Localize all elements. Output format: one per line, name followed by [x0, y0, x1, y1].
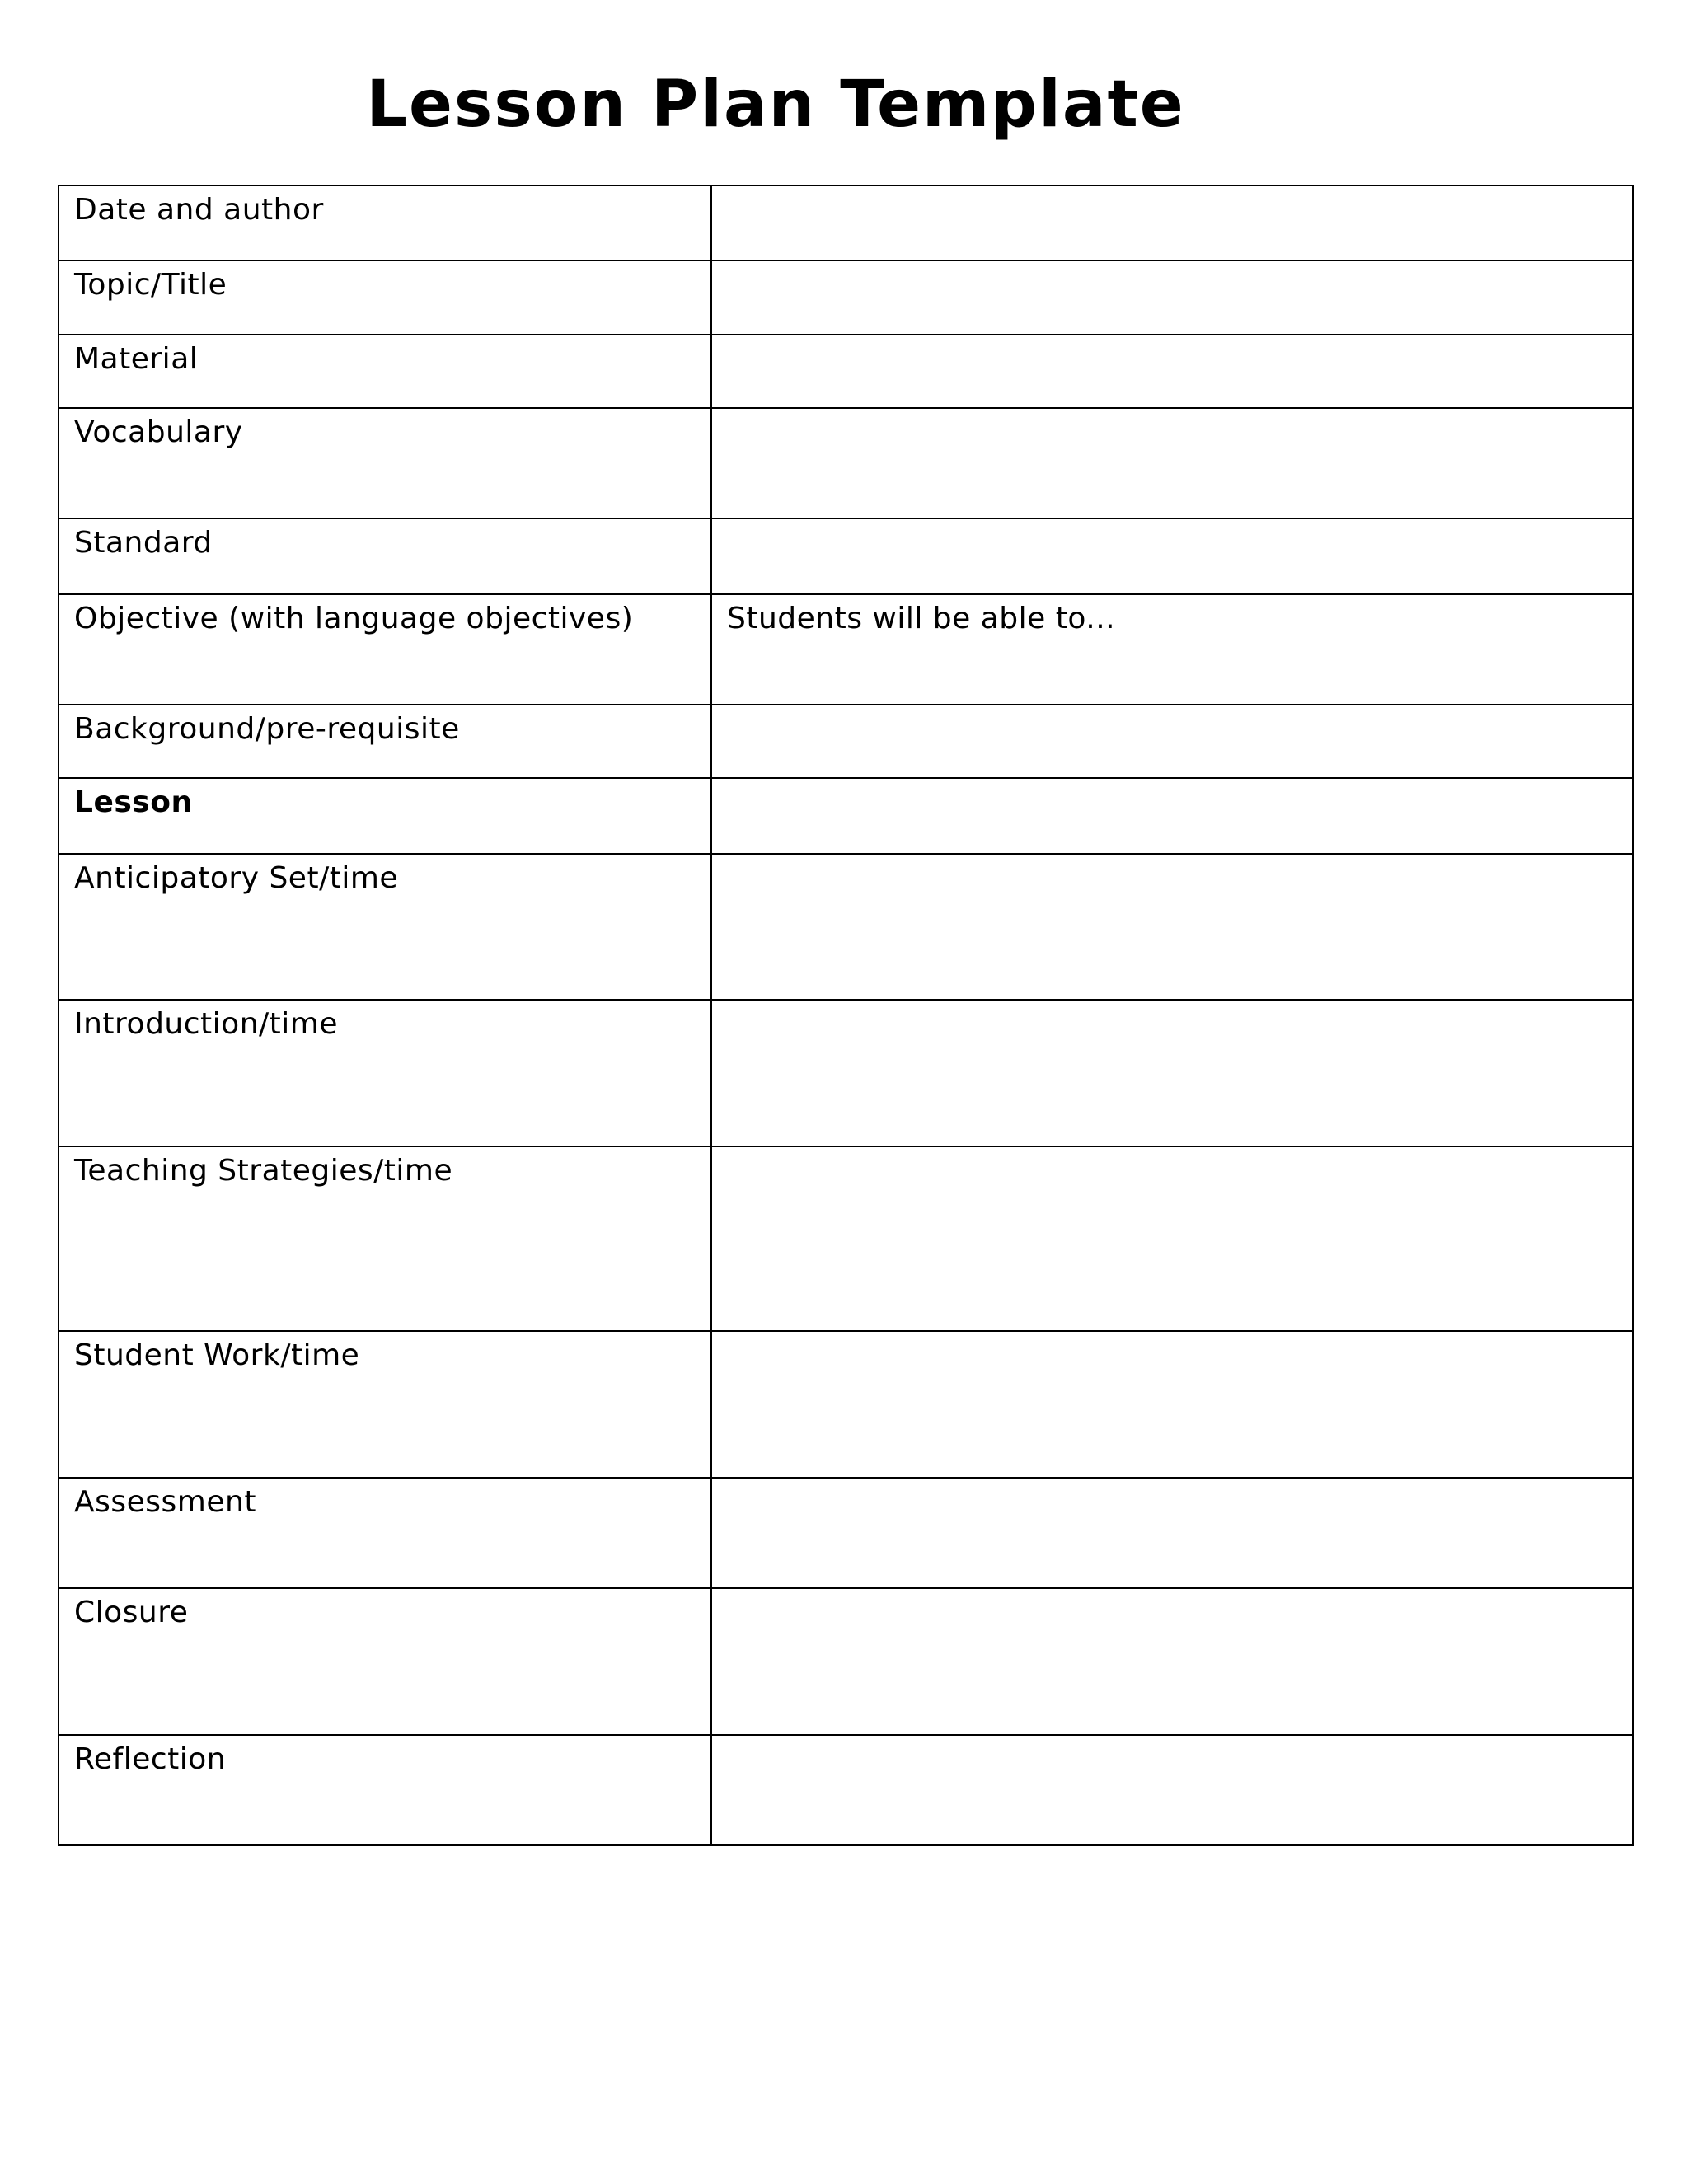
- row-label: Date and author: [74, 193, 324, 227]
- row-label: Assessment: [74, 1485, 256, 1519]
- value-cell[interactable]: [711, 1331, 1633, 1478]
- row-value: [712, 1736, 1632, 1741]
- row-label: Material: [74, 342, 199, 376]
- row-label: Topic/Title: [74, 268, 227, 302]
- row-value: [712, 1589, 1632, 1594]
- value-cell[interactable]: [711, 1735, 1633, 1845]
- label-cell: [59, 778, 711, 854]
- row-assessment: [59, 1478, 1633, 1588]
- row-introduction: [59, 1000, 1633, 1146]
- label-cell: [59, 1146, 711, 1331]
- value-cell[interactable]: [711, 778, 1633, 854]
- value-cell[interactable]: [711, 1478, 1633, 1588]
- label-cell: [59, 408, 711, 518]
- value-cell[interactable]: [711, 854, 1633, 1000]
- label-cell: [59, 1331, 711, 1478]
- row-value: [712, 261, 1632, 266]
- value-cell[interactable]: [711, 1146, 1633, 1331]
- value-cell[interactable]: [711, 594, 1633, 705]
- row-background: [59, 705, 1633, 778]
- value-cell[interactable]: [711, 335, 1633, 408]
- row-label: Student Work/time: [74, 1338, 360, 1372]
- row-lesson: [59, 778, 1633, 854]
- row-student-work: [59, 1331, 1633, 1478]
- label-cell: [59, 185, 711, 260]
- value-cell[interactable]: [711, 260, 1633, 335]
- label-cell: [59, 1478, 711, 1588]
- row-vocabulary: [59, 408, 1633, 518]
- row-label: Introduction/time: [74, 1007, 338, 1041]
- row-label: Standard: [74, 526, 213, 560]
- row-label: Lesson: [74, 785, 193, 819]
- row-anticipatory-set: [59, 854, 1633, 1000]
- label-cell: [59, 335, 711, 408]
- row-value: [712, 855, 1632, 860]
- label-cell: [59, 705, 711, 778]
- value-cell[interactable]: [711, 518, 1633, 594]
- row-value: [712, 186, 1632, 191]
- row-value: [712, 1147, 1632, 1152]
- row-teaching-strategies: [59, 1146, 1633, 1331]
- row-value: [712, 1001, 1632, 1005]
- row-value: [712, 335, 1632, 340]
- row-closure: [59, 1588, 1633, 1735]
- row-date-author: [59, 185, 1633, 260]
- row-value: [712, 1479, 1632, 1483]
- row-standard: [59, 518, 1633, 594]
- row-value: [712, 705, 1632, 710]
- row-label: Reflection: [74, 1742, 227, 1776]
- row-reflection: [59, 1735, 1633, 1845]
- row-label: Objective (with language objectives): [74, 602, 634, 635]
- row-value: Students will be able to...: [727, 602, 1116, 635]
- value-cell[interactable]: [711, 185, 1633, 260]
- label-cell: [59, 594, 711, 705]
- row-label: Background/pre-requisite: [74, 712, 460, 746]
- row-label: Anticipatory Set/time: [74, 861, 399, 895]
- value-cell[interactable]: [711, 705, 1633, 778]
- label-cell: [59, 1735, 711, 1845]
- label-cell: [59, 1000, 711, 1146]
- row-label: Vocabulary: [74, 415, 243, 449]
- label-cell: [59, 854, 711, 1000]
- row-value: [712, 1332, 1632, 1337]
- label-cell: [59, 1588, 711, 1735]
- label-cell: [59, 518, 711, 594]
- row-value: [712, 779, 1632, 784]
- label-cell: [59, 260, 711, 335]
- value-cell[interactable]: [711, 408, 1633, 518]
- row-value: [712, 519, 1632, 524]
- row-topic-title: [59, 260, 1633, 335]
- page-title: Lesson Plan Template: [366, 68, 1185, 142]
- lesson-plan-table: [58, 185, 1634, 1846]
- row-label: Closure: [74, 1596, 189, 1629]
- row-value: [712, 409, 1632, 414]
- row-label: Teaching Strategies/time: [74, 1154, 453, 1188]
- row-material: [59, 335, 1633, 408]
- row-objective: [59, 594, 1633, 705]
- value-cell[interactable]: [711, 1588, 1633, 1735]
- value-cell[interactable]: [711, 1000, 1633, 1146]
